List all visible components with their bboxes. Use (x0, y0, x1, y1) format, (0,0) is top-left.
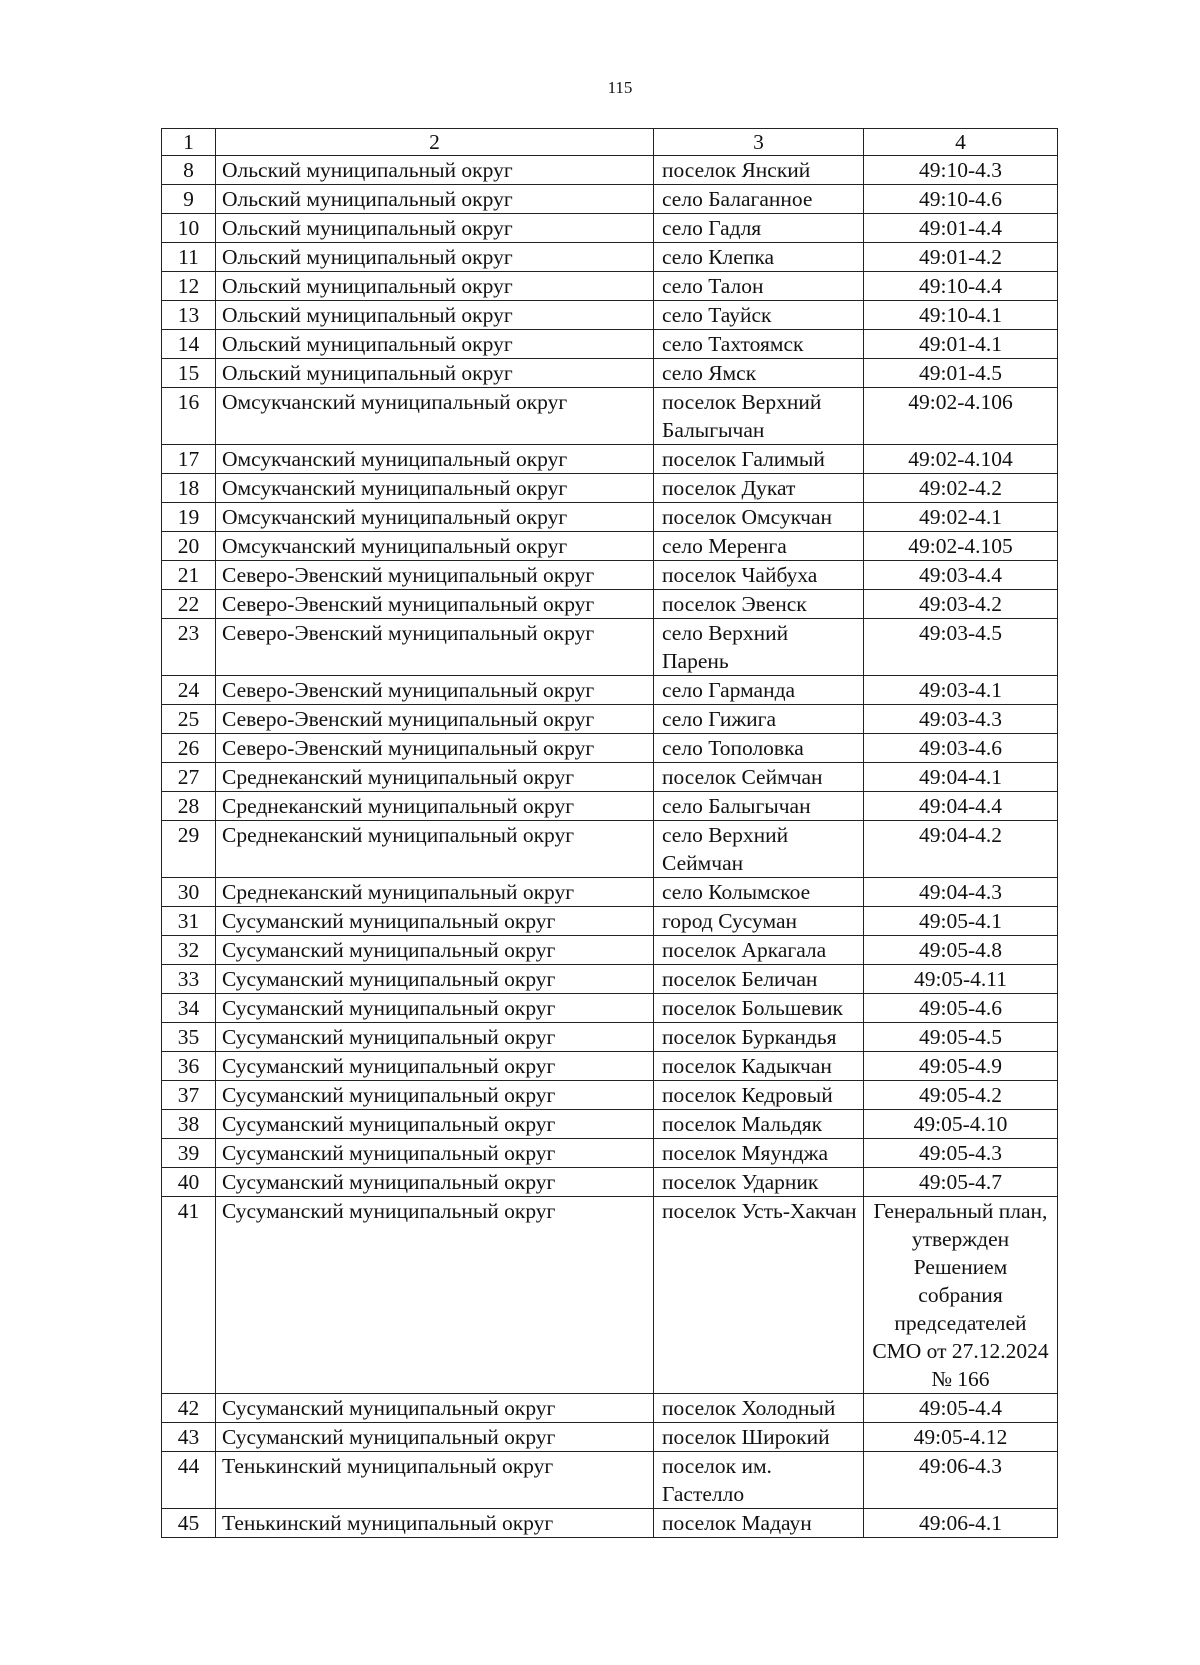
cell-code: 49:05-4.8 (864, 936, 1058, 965)
table-row (162, 676, 1058, 705)
table-row (162, 1452, 1058, 1509)
table-row (162, 936, 1058, 965)
table-row (162, 994, 1058, 1023)
header-cell: 1 (162, 129, 216, 156)
cell-district: Среднеканский муниципальный округ (216, 792, 654, 821)
cell-district: Ольский муниципальный округ (216, 301, 654, 330)
cell-district: Тенькинский муниципальный округ (216, 1509, 654, 1538)
cell-code: Генеральный план, утвержден Решением собрания председателей СМО от 27.12.2024 № 166 (864, 1197, 1058, 1394)
cell-district: Омсукчанский муниципальный округ (216, 532, 654, 561)
cell-district: Омсукчанский муниципальный округ (216, 388, 654, 445)
cell-settlement: село Колымское (654, 878, 864, 907)
cell-code: 49:01-4.2 (864, 243, 1058, 272)
cell-number: 35 (162, 1023, 216, 1052)
cell-code: 49:01-4.4 (864, 214, 1058, 243)
cell-district: Омсукчанский муниципальный округ (216, 503, 654, 532)
cell-code: 49:01-4.1 (864, 330, 1058, 359)
cell-settlement: село Гарманда (654, 676, 864, 705)
table-row (162, 561, 1058, 590)
cell-code: 49:02-4.104 (864, 445, 1058, 474)
cell-code: 49:05-4.11 (864, 965, 1058, 994)
cell-settlement: село Верхний Сеймчан (654, 821, 864, 878)
table-row (162, 359, 1058, 388)
cell-code: 49:05-4.7 (864, 1168, 1058, 1197)
cell-number: 13 (162, 301, 216, 330)
cell-district: Сусуманский муниципальный округ (216, 1081, 654, 1110)
cell-district: Омсукчанский муниципальный округ (216, 474, 654, 503)
cell-code: 49:02-4.105 (864, 532, 1058, 561)
table-row (162, 445, 1058, 474)
cell-settlement: поселок Галимый (654, 445, 864, 474)
table-row (162, 330, 1058, 359)
table-row (162, 1052, 1058, 1081)
cell-district: Сусуманский муниципальный округ (216, 907, 654, 936)
cell-settlement: село Балаганное (654, 185, 864, 214)
table-row (162, 272, 1058, 301)
table-row (162, 1110, 1058, 1139)
cell-settlement: поселок Мадаун (654, 1509, 864, 1538)
cell-code: 49:03-4.5 (864, 619, 1058, 676)
cell-settlement: поселок Чайбуха (654, 561, 864, 590)
cell-settlement: поселок Мальдяк (654, 1110, 864, 1139)
cell-code: 49:10-4.4 (864, 272, 1058, 301)
table-row (162, 792, 1058, 821)
cell-number: 18 (162, 474, 216, 503)
cell-number: 11 (162, 243, 216, 272)
cell-settlement: село Клепка (654, 243, 864, 272)
cell-code: 49:03-4.6 (864, 734, 1058, 763)
cell-district: Сусуманский муниципальный округ (216, 1394, 654, 1423)
cell-code: 49:04-4.1 (864, 763, 1058, 792)
cell-number: 24 (162, 676, 216, 705)
table-row (162, 734, 1058, 763)
cell-settlement: село Гадля (654, 214, 864, 243)
cell-number: 27 (162, 763, 216, 792)
table-row (162, 821, 1058, 878)
cell-code: 49:02-4.2 (864, 474, 1058, 503)
table-row (162, 1023, 1058, 1052)
cell-district: Сусуманский муниципальный округ (216, 1110, 654, 1139)
cell-district: Омсукчанский муниципальный округ (216, 445, 654, 474)
cell-number: 36 (162, 1052, 216, 1081)
cell-district: Сусуманский муниципальный округ (216, 1168, 654, 1197)
cell-settlement: поселок Большевик (654, 994, 864, 1023)
cell-number: 38 (162, 1110, 216, 1139)
cell-code: 49:03-4.4 (864, 561, 1058, 590)
cell-code: 49:03-4.2 (864, 590, 1058, 619)
cell-district: Северо-Эвенский муниципальный округ (216, 619, 654, 676)
cell-code: 49:05-4.5 (864, 1023, 1058, 1052)
cell-code: 49:06-4.3 (864, 1452, 1058, 1509)
cell-district: Среднеканский муниципальный округ (216, 878, 654, 907)
cell-district: Ольский муниципальный округ (216, 214, 654, 243)
cell-number: 33 (162, 965, 216, 994)
cell-district: Сусуманский муниципальный округ (216, 1052, 654, 1081)
cell-district: Сусуманский муниципальный округ (216, 1139, 654, 1168)
cell-code: 49:10-4.1 (864, 301, 1058, 330)
cell-number: 14 (162, 330, 216, 359)
cell-district: Ольский муниципальный округ (216, 330, 654, 359)
cell-number: 20 (162, 532, 216, 561)
cell-settlement: село Балыгычан (654, 792, 864, 821)
cell-settlement: село Тополовка (654, 734, 864, 763)
cell-settlement: село Меренга (654, 532, 864, 561)
cell-number: 30 (162, 878, 216, 907)
cell-code: 49:01-4.5 (864, 359, 1058, 388)
header-cell: 3 (654, 129, 864, 156)
cell-district: Сусуманский муниципальный округ (216, 1197, 654, 1394)
table-row (162, 1168, 1058, 1197)
cell-district: Северо-Эвенский муниципальный округ (216, 734, 654, 763)
cell-code: 49:03-4.3 (864, 705, 1058, 734)
cell-code: 49:03-4.1 (864, 676, 1058, 705)
cell-settlement: поселок Янский (654, 156, 864, 185)
cell-code: 49:05-4.6 (864, 994, 1058, 1023)
cell-settlement: село Талон (654, 272, 864, 301)
cell-settlement: поселок Мяунджа (654, 1139, 864, 1168)
cell-code: 49:04-4.2 (864, 821, 1058, 878)
cell-settlement: поселок Ударник (654, 1168, 864, 1197)
cell-number: 42 (162, 1394, 216, 1423)
cell-settlement: поселок Омсукчан (654, 503, 864, 532)
cell-settlement: поселок Дукат (654, 474, 864, 503)
cell-number: 12 (162, 272, 216, 301)
cell-settlement: село Тауйск (654, 301, 864, 330)
cell-district: Сусуманский муниципальный округ (216, 994, 654, 1023)
cell-settlement: поселок Эвенск (654, 590, 864, 619)
cell-code: 49:04-4.4 (864, 792, 1058, 821)
cell-code: 49:05-4.10 (864, 1110, 1058, 1139)
table-row (162, 1509, 1058, 1538)
cell-number: 22 (162, 590, 216, 619)
cell-number: 28 (162, 792, 216, 821)
table-row (162, 1423, 1058, 1452)
cell-number: 25 (162, 705, 216, 734)
table-row (162, 474, 1058, 503)
cell-number: 9 (162, 185, 216, 214)
table-row (162, 590, 1058, 619)
table-header-row (162, 129, 1058, 156)
table-row (162, 763, 1058, 792)
cell-code: 49:05-4.4 (864, 1394, 1058, 1423)
cell-district: Среднеканский муниципальный округ (216, 821, 654, 878)
cell-code: 49:02-4.106 (864, 388, 1058, 445)
settlements-table (161, 128, 1058, 1538)
cell-code: 49:05-4.3 (864, 1139, 1058, 1168)
table-row (162, 1081, 1058, 1110)
cell-number: 29 (162, 821, 216, 878)
cell-settlement: поселок Кедровый (654, 1081, 864, 1110)
cell-number: 32 (162, 936, 216, 965)
cell-number: 16 (162, 388, 216, 445)
cell-settlement: поселок Верхний Балыгычан (654, 388, 864, 445)
cell-district: Ольский муниципальный округ (216, 156, 654, 185)
cell-district: Сусуманский муниципальный округ (216, 1423, 654, 1452)
table-row (162, 965, 1058, 994)
cell-code: 49:02-4.1 (864, 503, 1058, 532)
header-cell: 2 (216, 129, 654, 156)
cell-settlement: поселок Усть-Хакчан (654, 1197, 864, 1394)
cell-number: 31 (162, 907, 216, 936)
cell-number: 21 (162, 561, 216, 590)
cell-district: Ольский муниципальный округ (216, 359, 654, 388)
cell-district: Северо-Эвенский муниципальный округ (216, 590, 654, 619)
cell-number: 10 (162, 214, 216, 243)
cell-number: 44 (162, 1452, 216, 1509)
cell-code: 49:05-4.12 (864, 1423, 1058, 1452)
cell-number: 40 (162, 1168, 216, 1197)
cell-district: Ольский муниципальный округ (216, 272, 654, 301)
cell-settlement: село Гижига (654, 705, 864, 734)
cell-number: 45 (162, 1509, 216, 1538)
cell-district: Ольский муниципальный округ (216, 243, 654, 272)
cell-settlement: поселок Широкий (654, 1423, 864, 1452)
cell-district: Северо-Эвенский муниципальный округ (216, 561, 654, 590)
cell-number: 23 (162, 619, 216, 676)
cell-settlement: поселок Холодный (654, 1394, 864, 1423)
cell-number: 39 (162, 1139, 216, 1168)
cell-settlement: село Верхний Парень (654, 619, 864, 676)
cell-code: 49:10-4.3 (864, 156, 1058, 185)
table-row (162, 1139, 1058, 1168)
cell-district: Сусуманский муниципальный округ (216, 936, 654, 965)
cell-settlement: село Тахтоямск (654, 330, 864, 359)
table-row (162, 503, 1058, 532)
cell-district: Сусуманский муниципальный округ (216, 965, 654, 994)
cell-district: Ольский муниципальный округ (216, 185, 654, 214)
cell-district: Северо-Эвенский муниципальный округ (216, 705, 654, 734)
cell-code: 49:05-4.9 (864, 1052, 1058, 1081)
cell-number: 8 (162, 156, 216, 185)
cell-settlement: поселок Аркагала (654, 936, 864, 965)
cell-district: Сусуманский муниципальный округ (216, 1023, 654, 1052)
cell-code: 49:05-4.2 (864, 1081, 1058, 1110)
table-row (162, 1197, 1058, 1394)
table-row (162, 619, 1058, 676)
cell-district: Тенькинский муниципальный округ (216, 1452, 654, 1509)
table-row (162, 301, 1058, 330)
cell-settlement: поселок Беличан (654, 965, 864, 994)
cell-code: 49:06-4.1 (864, 1509, 1058, 1538)
cell-settlement: поселок им. Гастелло (654, 1452, 864, 1509)
cell-number: 26 (162, 734, 216, 763)
cell-district: Северо-Эвенский муниципальный округ (216, 676, 654, 705)
table-row (162, 532, 1058, 561)
page-number: 115 (607, 78, 633, 97)
table-row (162, 388, 1058, 445)
table-row (162, 185, 1058, 214)
table-row (162, 214, 1058, 243)
cell-settlement: село Ямск (654, 359, 864, 388)
cell-number: 41 (162, 1197, 216, 1394)
table-row (162, 907, 1058, 936)
cell-settlement: поселок Буркандья (654, 1023, 864, 1052)
cell-settlement: поселок Кадыкчан (654, 1052, 864, 1081)
cell-number: 19 (162, 503, 216, 532)
cell-code: 49:04-4.3 (864, 878, 1058, 907)
cell-code: 49:05-4.1 (864, 907, 1058, 936)
table-row (162, 1394, 1058, 1423)
table-row (162, 878, 1058, 907)
cell-settlement: город Сусуман (654, 907, 864, 936)
cell-code: 49:10-4.6 (864, 185, 1058, 214)
header-cell: 4 (864, 129, 1058, 156)
table-row (162, 705, 1058, 734)
table-row (162, 156, 1058, 185)
table-row (162, 243, 1058, 272)
cell-number: 15 (162, 359, 216, 388)
cell-number: 17 (162, 445, 216, 474)
cell-number: 43 (162, 1423, 216, 1452)
cell-number: 34 (162, 994, 216, 1023)
cell-district: Среднеканский муниципальный округ (216, 763, 654, 792)
cell-settlement: поселок Сеймчан (654, 763, 864, 792)
cell-number: 37 (162, 1081, 216, 1110)
